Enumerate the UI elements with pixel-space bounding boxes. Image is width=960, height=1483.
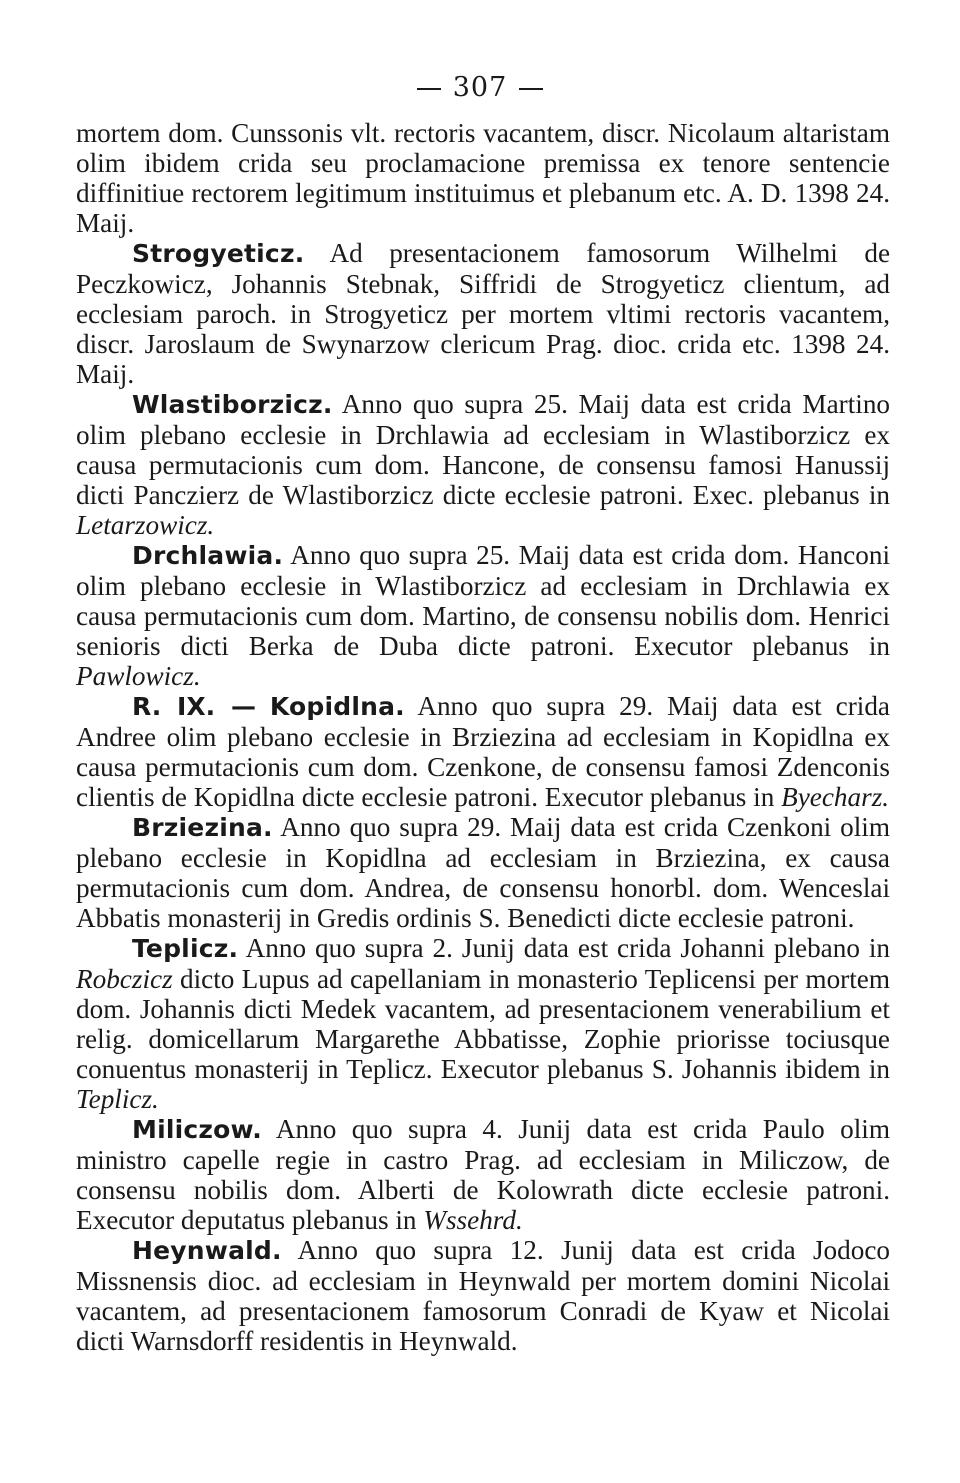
entry-brziezina	[76, 812, 890, 933]
entry-drchlawia	[76, 540, 890, 691]
entry-teplicz	[76, 933, 890, 1114]
entry-italic-place: Teplicz.	[76, 1084, 159, 1114]
page-number: 307	[0, 72, 960, 103]
entry-text: Anno quo supra 29. Maij data est crida Andree olim plebano ecclesie in Brziezina ad ecclesiam in Kopidlna ex causa permutacionis cum dom. Czenkone, de consensu famosi Zdenconis clientis de Kopidlna dicte ecclesie patroni. Executor plebanus in	[76, 691, 890, 812]
entry-heading: Miliczow.	[132, 1115, 262, 1144]
entry-text: Anno quo supra 12. Junij data est crida Jodoco Missnensis dioc. ad ecclesiam in Heynwald per mortem domini Nicolai vacantem, ad presentacionem famosorum Conradi de Kyaw et Nicolai dicti Warnsdorff residentis in Heynwald.	[76, 1235, 890, 1356]
entry-heading: Brziezina.	[132, 813, 273, 842]
entry-text-continued: dicto Lupus ad capellaniam in monasterio Teplicensi per mortem dom. Johannis dicti Medek vacantem, ad presentacionem venerabilium et relig. domicellarum Margarethe Abbatisse, Zophie priorisse tociusque conuentus monasterij in Teplicz. Executor plebanus S. Johannis ibidem in	[76, 964, 890, 1084]
entry-heading: Heynwald.	[132, 1236, 282, 1265]
intro-paragraph: mortem dom. Cunssonis vlt. rectoris vacantem, discr. Nicolaum altaristam olim ibidem crida seu proclamacione premissa ex tenore sentencie diffinitiue rectorem legitimum instituimus et plebanum etc. A. D. 1398 24. Maij.	[76, 118, 890, 238]
entry-italic-place: Robczicz	[76, 964, 173, 994]
entry-text: Anno quo supra 29. Maij data est crida Czenkoni olim plebano ecclesie in Kopidlna ad ecclesiam in Brziezina, ex causa permutacionis cum dom. Andrea, de consensu honorbl. dom. Wenceslai Abbatis monasterij in Gredis ordinis S. Benedicti dicte ecclesie patroni.	[76, 812, 891, 933]
entry-heading: Drchlawia.	[132, 541, 284, 570]
register-marker: R. IX. —	[132, 692, 256, 721]
entry-heading: Teplicz.	[132, 934, 239, 963]
entry-heynwald	[76, 1235, 890, 1356]
page-number-dash-right	[519, 88, 543, 90]
entry-italic-place: Pawlowicz.	[76, 661, 201, 691]
entry-text: Ad presentacionem famosorum Wilhelmi de Peczkowicz, Johannis Stebnak, Siffridi de Strogyeticz clientum, ad ecclesiam paroch. in Strogyeticz per mortem vltimi rectoris vacantem, discr. Jaroslaum de Swynarzow clericum Prag. dioc. crida etc. 1398 24. Maij.	[76, 238, 891, 389]
entry-italic-place: Byecharz.	[781, 782, 890, 812]
entry-heading: Wlastiborzicz.	[132, 390, 333, 419]
entry-italic-place: Wssehrd.	[423, 1205, 523, 1235]
entry-miliczow	[76, 1114, 890, 1235]
entry-text: Anno quo supra 2. Junij data est crida Johanni plebano in	[245, 933, 890, 963]
entry-strogyeticz	[76, 238, 890, 389]
entry-wlastiborzicz	[76, 389, 890, 540]
entry-text: Anno quo supra 25. Maij data est crida Martino olim plebano ecclesie in Drchlawia ad ecclesiam in Wlastiborzicz ex causa permutacionis cum dom. Hancone, de consensu famosi Hanussij dicti Panczierz de Wlastiborzicz dicte ecclesie patroni. Exec. plebanus in	[76, 389, 891, 510]
page-number-dash-left	[417, 88, 441, 90]
entry-heading: Kopidlna.	[269, 692, 405, 721]
entry-heading: Strogyeticz.	[132, 239, 305, 268]
entry-kopidlna	[76, 691, 890, 812]
entry-italic-place: Letarzowicz.	[76, 510, 215, 540]
entry-text: Anno quo supra 25. Maij data est crida dom. Hanconi olim plebano ecclesie in Wlastiborzicz ad ecclesiam in Drchlawia ex causa permutacionis cum dom. Martino, de consensu nobilis dom. Henrici senioris dicti Berka de Duba dicte patroni. Executor plebanus in	[76, 540, 890, 661]
body-text	[76, 118, 890, 1356]
entry-text: Anno quo supra 4. Junij data est crida Paulo olim ministro capelle regie in castro Prag. ad ecclesiam in Miliczow, de consensu nobilis dom. Alberti de Kolowrath dicte ecclesie patroni. Executor deputatus plebanus in	[76, 1114, 890, 1235]
